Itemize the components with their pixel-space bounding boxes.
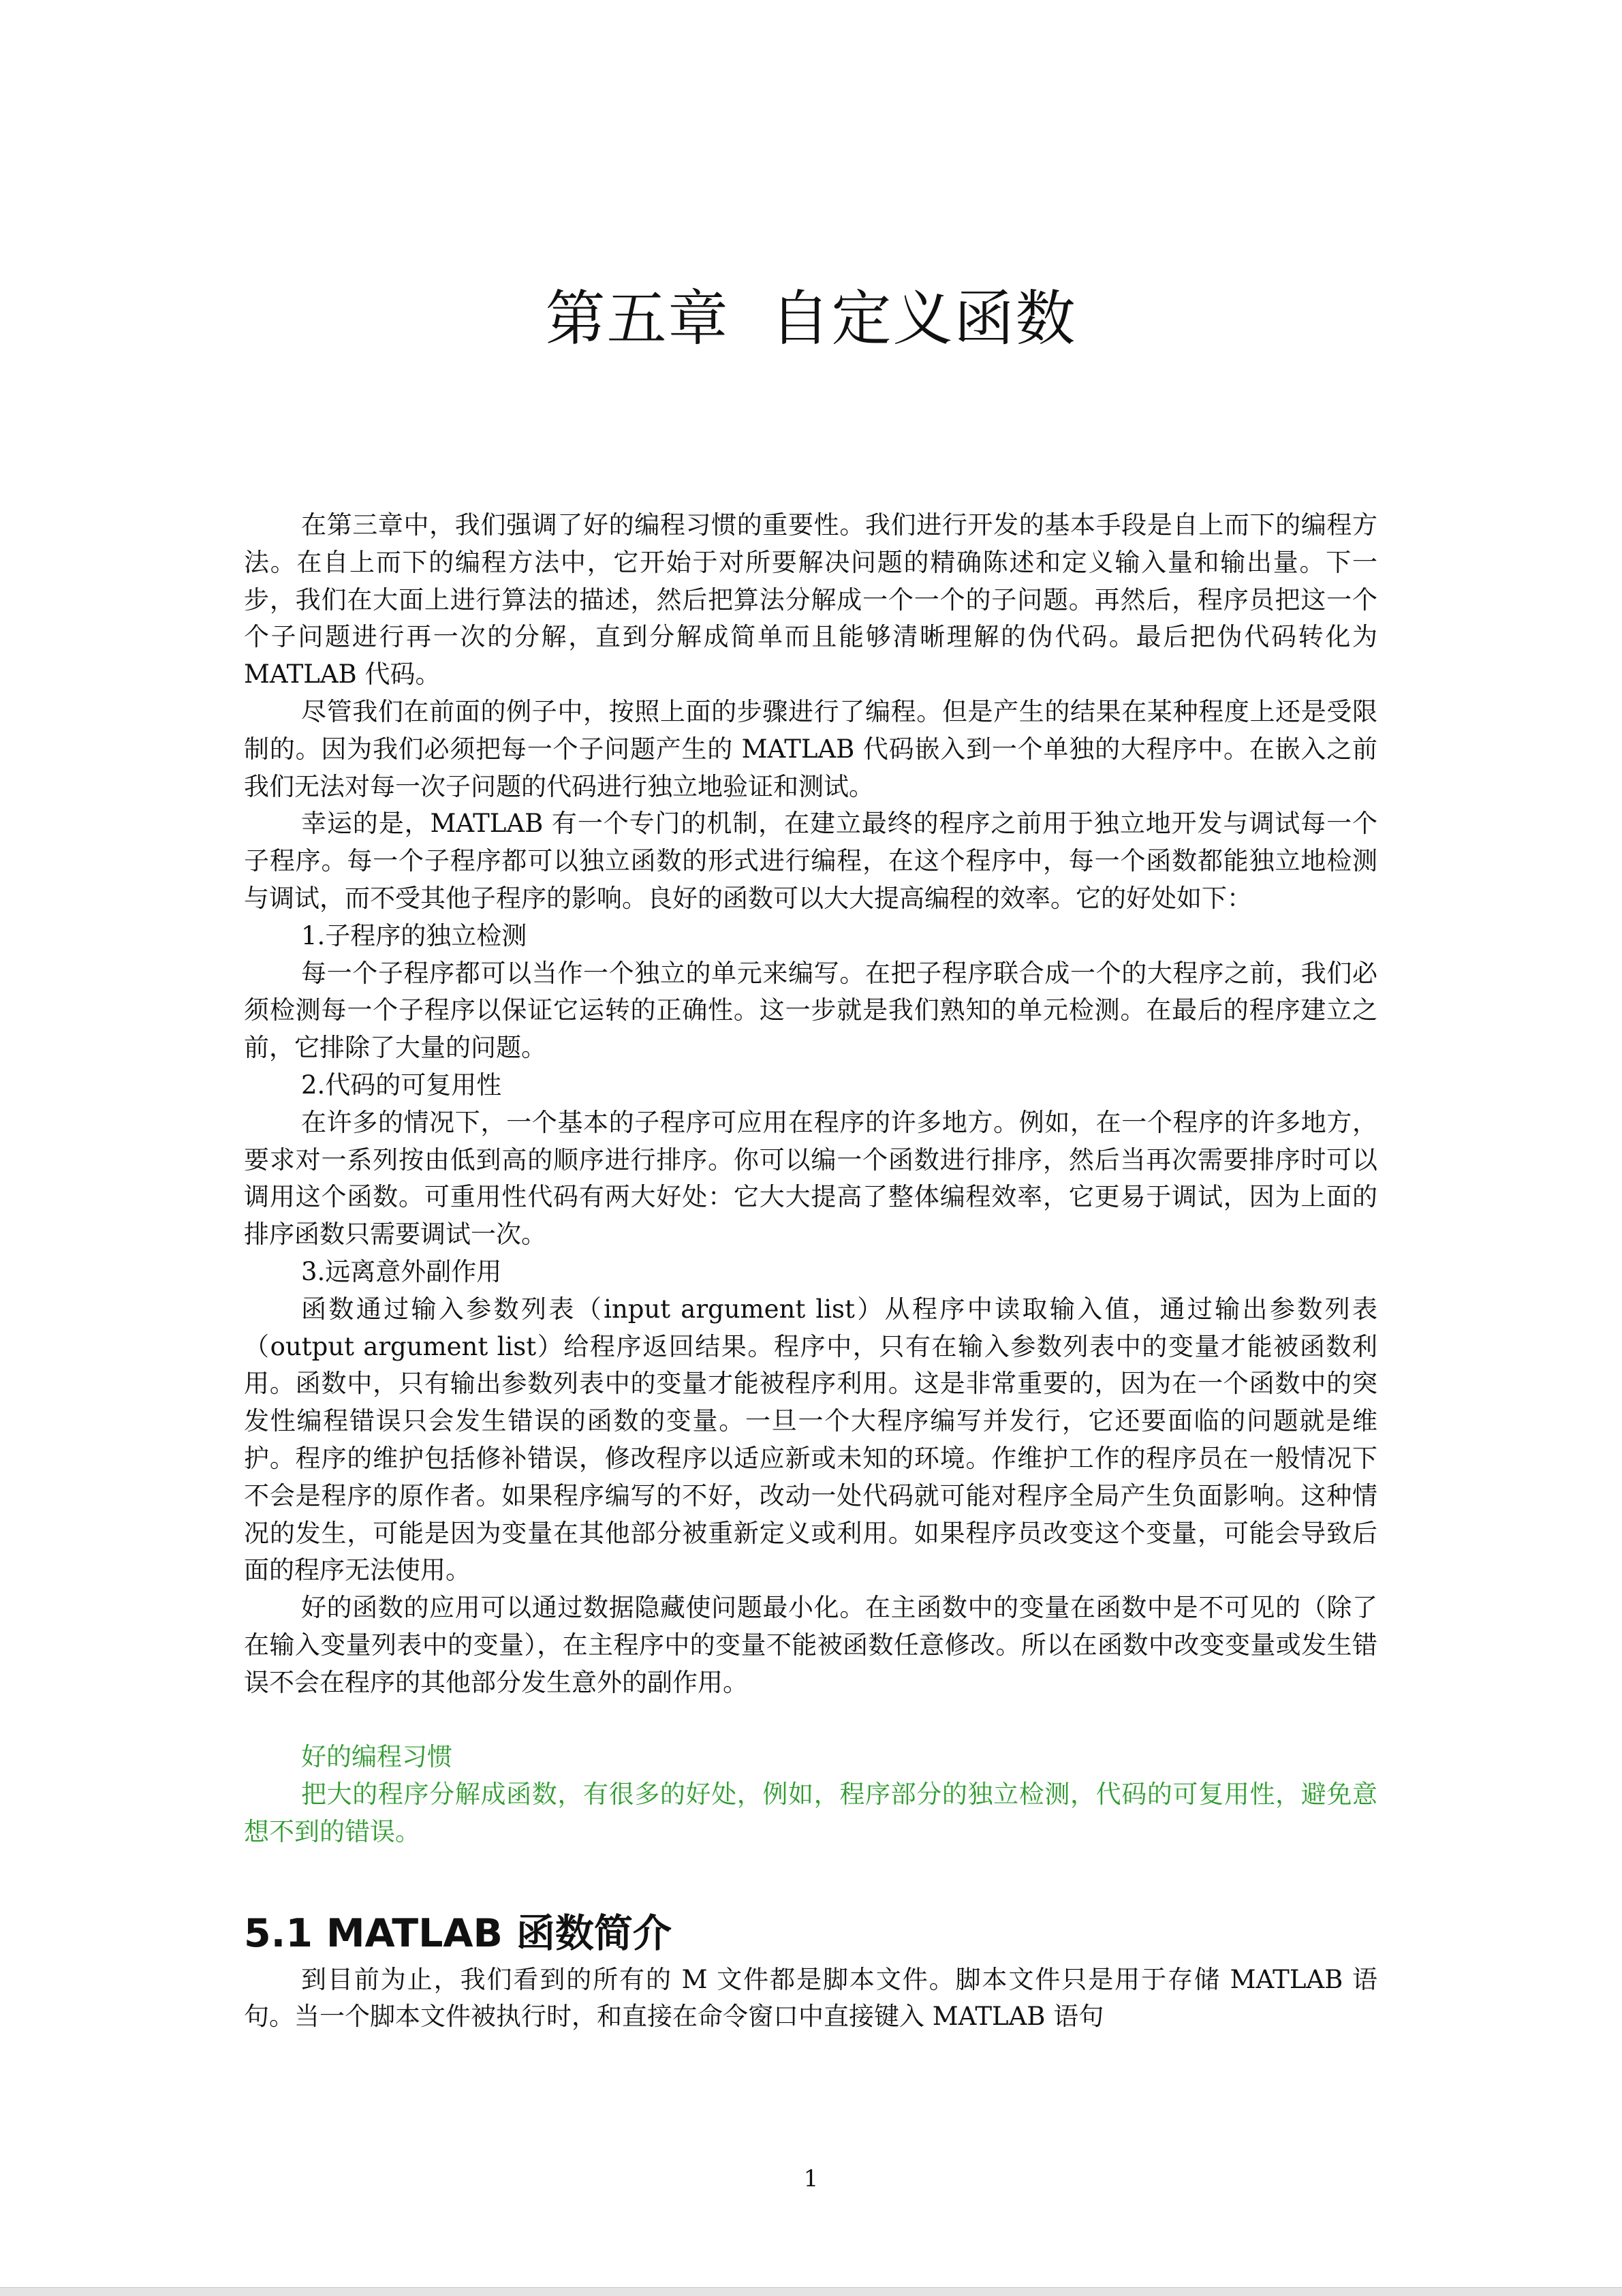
tip-title: 好的编程习惯	[301, 1742, 452, 1772]
paragraph-benefits: 幸运的是，MATLAB 有一个专门的机制，在建立最终的程序之前用于独立地开发与调试每一个子程序。每一个子程序都可以独立函数的形式进行编程，在这个程序中，每一个函数都能独立地检测与调试，而不受其他子程序的影响。良好的函数可以大大提高编程的效率。它的好处如下：	[244, 809, 1377, 913]
tip-text: 把大的程序分解成函数，有很多的好处，例如，程序部分的独立检测，代码的可复用性，避免意想不到的错误。	[244, 1780, 1377, 1846]
list-heading-side-effects: 3.远离意外副作用	[301, 1256, 502, 1286]
section-heading: 5.1 MATLAB 函数简介	[244, 1910, 672, 1956]
page-bottom-edge	[0, 2287, 1622, 2296]
good-practice-tip	[244, 1739, 1377, 1850]
paragraph-reusability: 在许多的情况下，一个基本的子程序可应用在程序的许多地方。例如，在一个程序的许多地方，要求对一系列按由低到高的顺序进行排序。你可以编一个函数进行排序，然后当再次需要排序时可以调用这个函数。可重用性代码有两大好处：它大大提高了整体编程效率，它更易于调试，因为上面的排序函数只需要调试一次。	[244, 1107, 1377, 1250]
paragraph-independent-testing: 每一个子程序都可以当作一个独立的单元来编写。在把子程序联合成一个的大程序之前，我们必须检测每一个子程序以保证它运转的正确性。这一步就是我们熟知的单元检测。在最后的程序建立之前，它排除了大量的问题。	[244, 958, 1377, 1063]
paragraph-side-effects: 函数通过输入参数列表（input argument list）从程序中读取输入值，通过输出参数列表（output argument list）给程序返回结果。程序中，只有在输入参数列表中的变量才能被函数利用。函数中，只有输出参数列表中的变量才能被程序利用。这是非常重要的，因为在一个函数中的突发性编程错误只会发生错误的函数的变量。一旦一个大程序编写并发行，它还要面临的问题就是维护。程序的维护包括修补错误，修改程序以适应新或未知的环境。作维护工作的程序员在一般情况下不会是程序的原作者。如果程序编写的不好，改动一处代码就可能对程序全局产生负面影响。这种情况的发生，可能是因为变量在其他部分被重新定义或利用。如果程序员改变这个变量，可能会导致后面的程序无法使用。	[244, 1294, 1377, 1585]
paragraph-data-hiding: 好的函数的应用可以通过数据隐藏使问题最小化。在主函数中的变量在函数中是不可见的（除了在输入变量列表中的变量），在主程序中的变量不能被函数任意修改。所以在函数中改变变量或发生错误不会在程序的其他部分发生意外的副作用。	[244, 1593, 1377, 1697]
list-heading-reusability: 2.代码的可复用性	[301, 1070, 502, 1100]
list-heading-independent-testing: 1.子程序的独立检测	[301, 920, 527, 950]
paragraph-section-intro: 到目前为止，我们看到的所有的 M 文件都是脚本文件。脚本文件只是用于存储 MATLAB 语句。当一个脚本文件被执行时，和直接在命令窗口中直接键入 MATLAB 语句	[244, 1964, 1377, 2032]
paragraph-intro: 在第三章中，我们强调了好的编程习惯的重要性。我们进行开发的基本手段是自上而下的编程方法。在自上而下的编程方法中，它开始于对所要解决问题的精确陈述和定义输入量和输出量。下一步，我们在大面上进行算法的描述，然后把算法分解成一个一个的子问题。再然后，程序员把这一个个子问题进行再一次的分解，直到分解成简单而且能够清晰理解的伪代码。最后把伪代码转化为 MATLAB 代码。	[244, 510, 1377, 689]
body-text	[244, 507, 1377, 2036]
chapter-title: 第五章 自定义函数	[545, 283, 1077, 354]
paragraph-limitation: 尽管我们在前面的例子中，按照上面的步骤进行了编程。但是产生的结果在某种程度上还是受限制的。因为我们必须把每一个子问题产生的 MATLAB 代码嵌入到一个单独的大程序中。在嵌入之前我们无法对每一次子问题的代码进行独立地验证和测试。	[244, 696, 1377, 801]
page-number: 1	[803, 2165, 819, 2192]
